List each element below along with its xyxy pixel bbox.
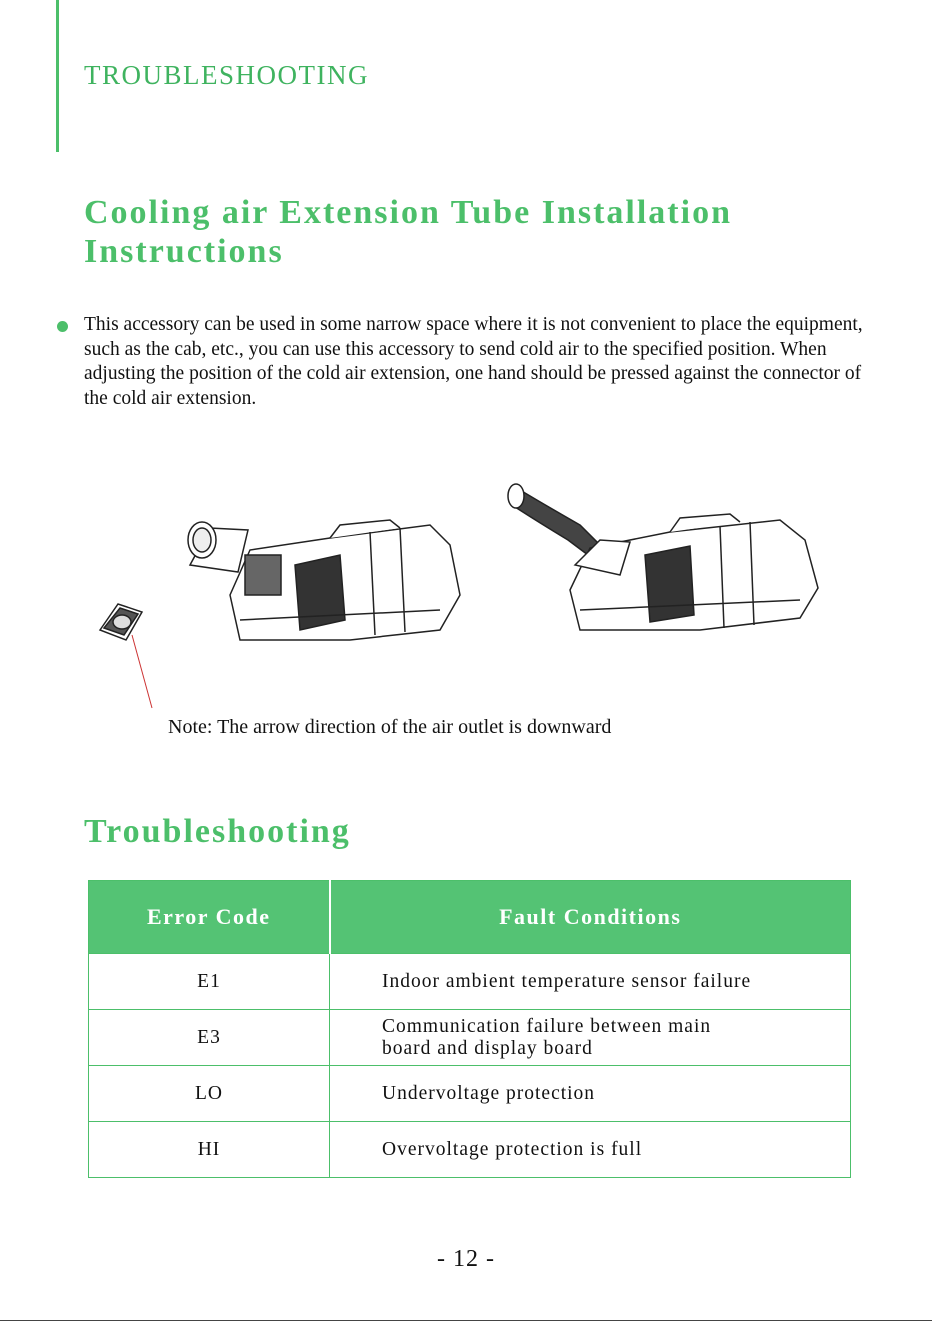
table-row xyxy=(89,1010,851,1066)
fault-condition-cell: Overvoltage protection is full xyxy=(330,1122,851,1178)
fault-condition-cell: Undervoltage protection xyxy=(330,1066,851,1122)
error-code-cell: E3 xyxy=(89,1010,330,1066)
troubleshooting-title: Troubleshooting xyxy=(84,813,351,850)
error-code-table xyxy=(88,880,851,1178)
installation-description xyxy=(84,313,874,411)
column-header-error-code: Error Code xyxy=(89,881,330,954)
pointer-line xyxy=(132,635,152,708)
bullet-icon xyxy=(57,321,68,332)
connector-part xyxy=(100,604,142,640)
cooler-unit-right xyxy=(570,514,818,630)
adapter-part xyxy=(188,522,248,572)
column-header-fault-conditions: Fault Conditions xyxy=(330,881,851,954)
table-row xyxy=(89,1122,851,1178)
extension-tube xyxy=(508,484,600,555)
side-accent-bar xyxy=(56,0,59,152)
section-header: TROUBLESHOOTING xyxy=(84,60,369,90)
installation-illustration xyxy=(90,470,830,710)
error-code-cell: E1 xyxy=(89,954,330,1010)
table-header-row xyxy=(89,881,851,954)
note-text: Note: The arrow direction of the air outlet is downward xyxy=(168,716,612,738)
table-row xyxy=(89,1066,851,1122)
installation-title: Cooling air Extension Tube Installation Instructions xyxy=(84,194,732,270)
error-code-cell: LO xyxy=(89,1066,330,1122)
fault-condition-text: Communication failure between main board and display board xyxy=(382,1015,712,1059)
cooler-unit-left xyxy=(230,520,460,640)
fault-condition-cell: Indoor ambient temperature sensor failure xyxy=(330,954,851,1010)
description-text: This accessory can be used in some narrow space where it is not convenient to place the equipment, such as the cab, etc., you can use this accessory to send cold air to the specified position. When adjusting the position of the cold air extension, one hand should be pressed against the connector of the cold air extension. xyxy=(84,314,863,409)
error-code-cell: HI xyxy=(89,1122,330,1178)
fault-condition-cell xyxy=(330,1010,851,1066)
page-number: - 12 - xyxy=(437,1246,495,1272)
table-row xyxy=(89,954,851,1010)
bottom-divider xyxy=(0,1320,932,1321)
